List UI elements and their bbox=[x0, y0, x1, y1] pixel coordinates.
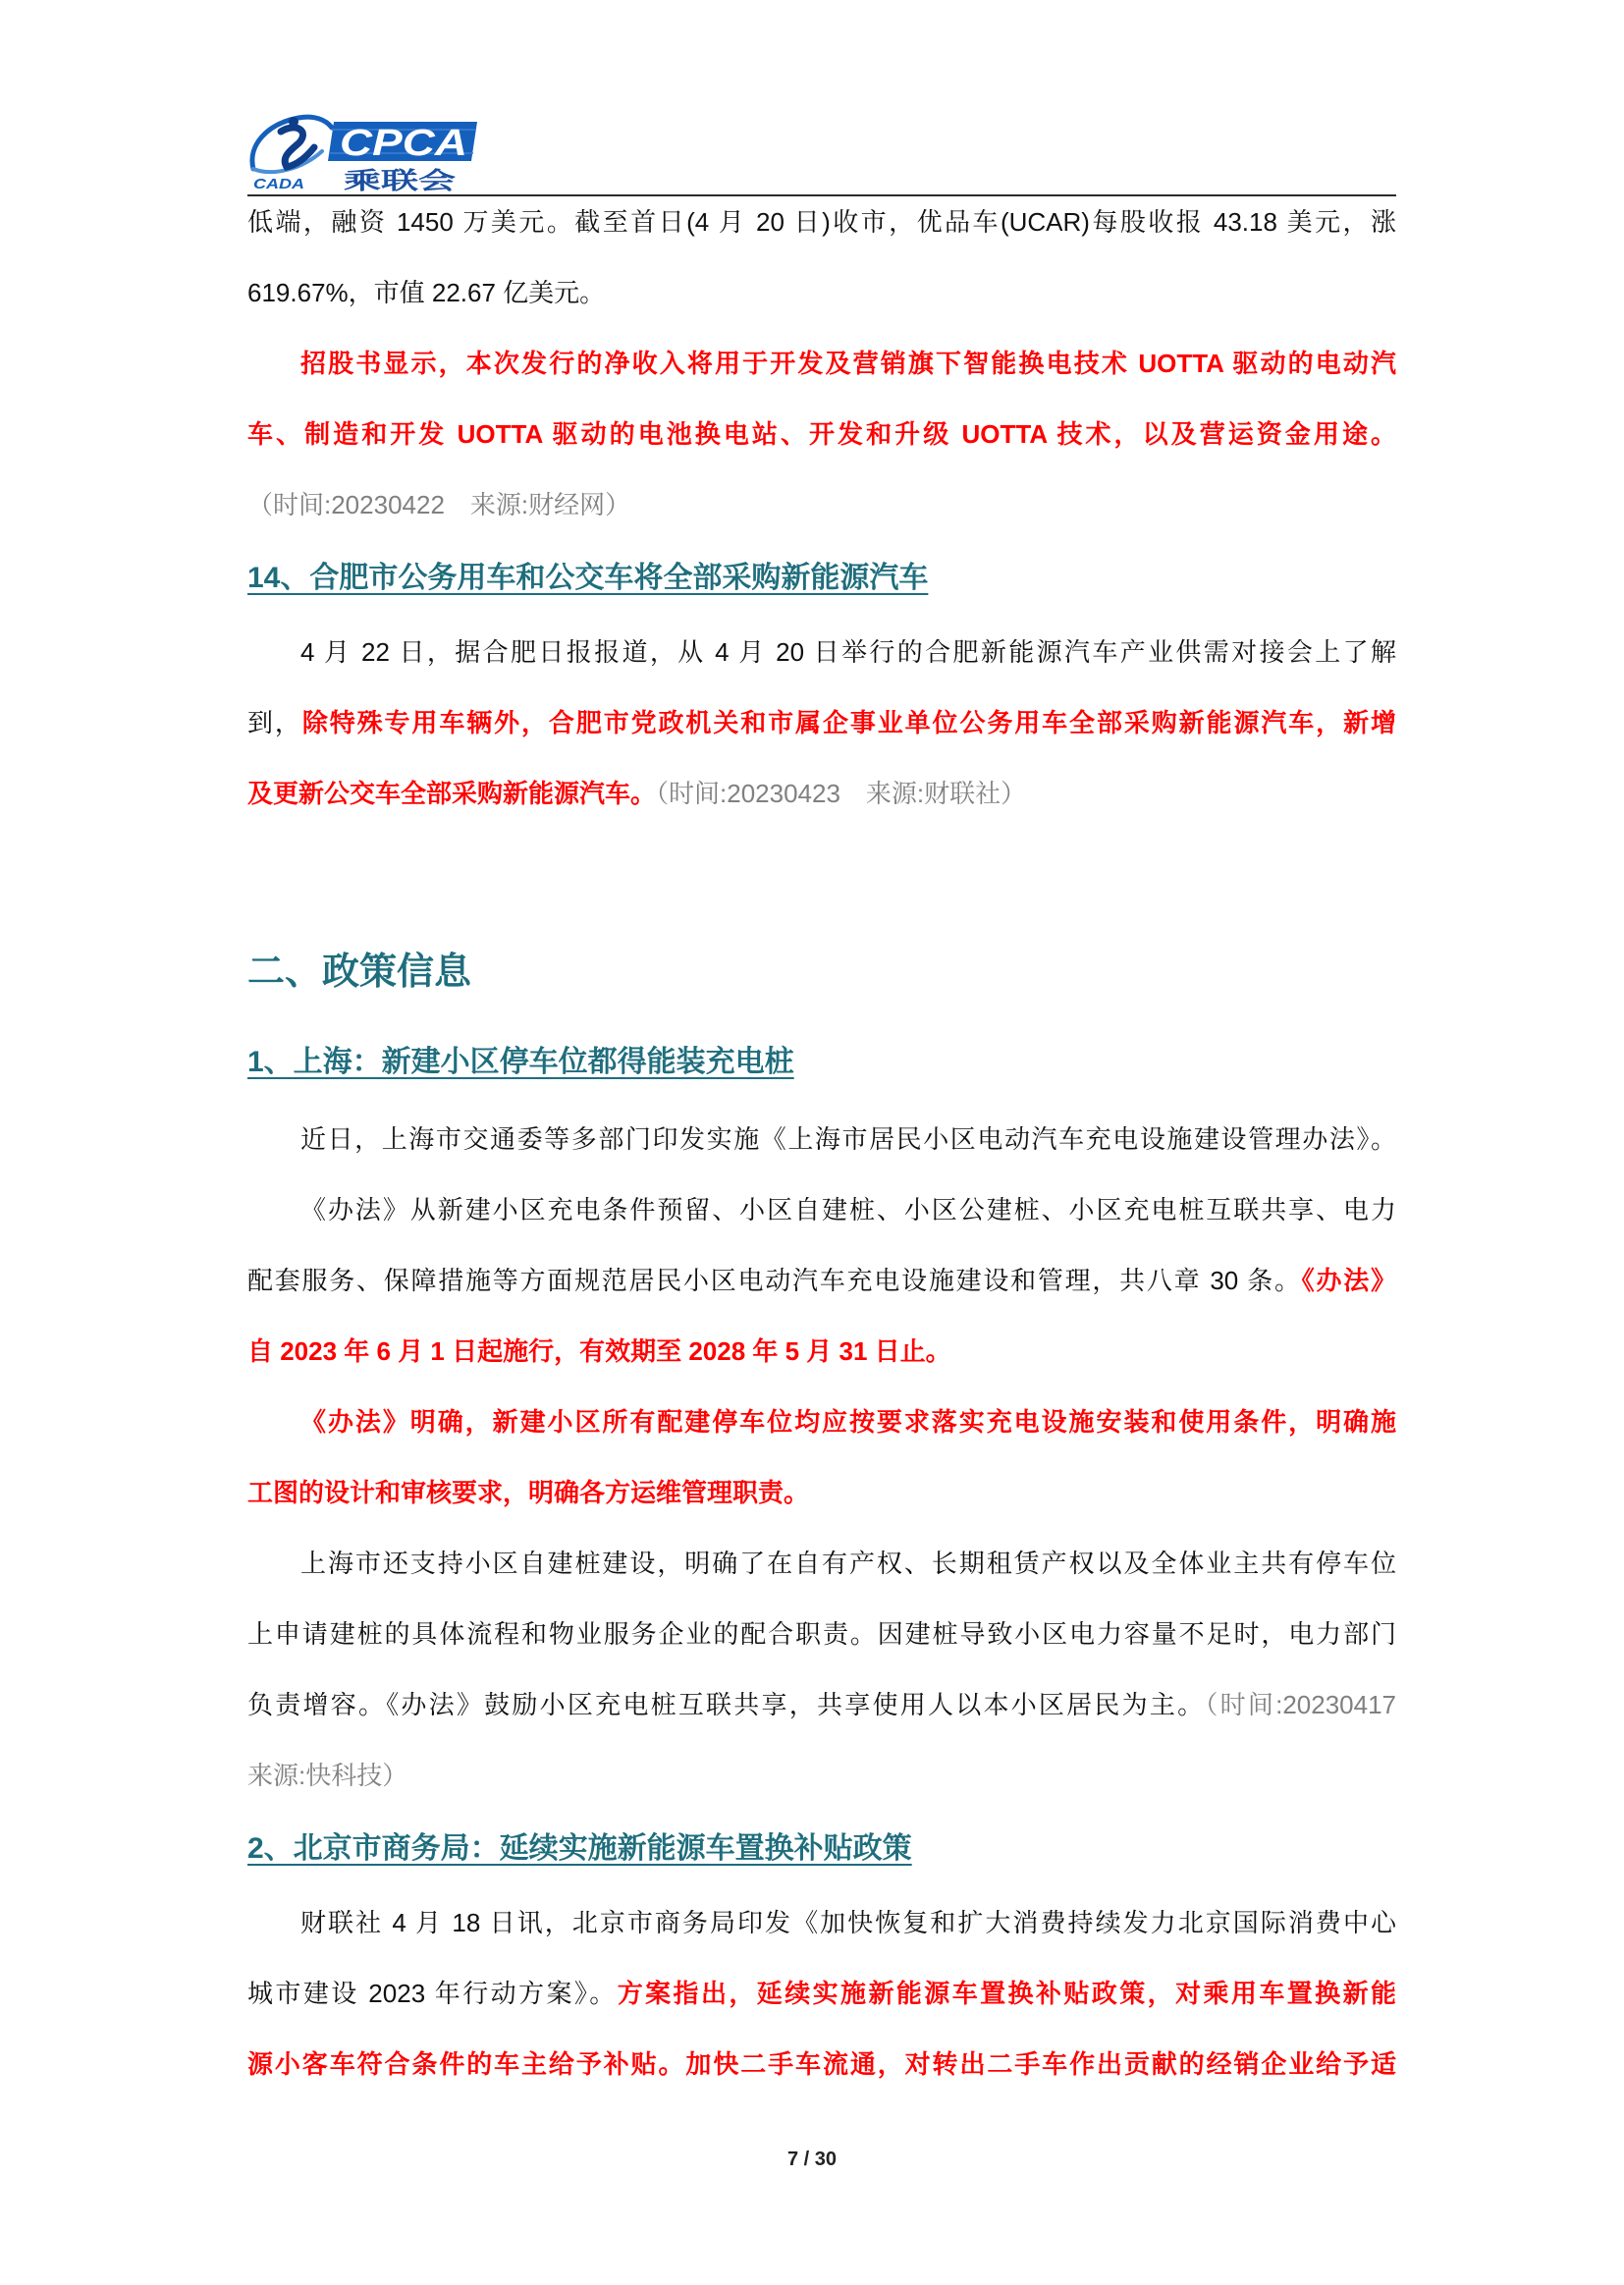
highlight-text: 方案指出，延续实施新能源车置换补贴政策，对乘用车置换新能 bbox=[617, 1979, 1396, 2008]
highlight-text: 招股书显示，本次发行的净收入将用于开发及营销旗下智能换电技术 UOTTA 驱动的电动汽 bbox=[300, 349, 1396, 378]
body-text-line bbox=[247, 1740, 1396, 1811]
highlight-text: 车、制造和开发 UOTTA 驱动的电池换电站、开发和升级 UOTTA 技术，以及营运资金用途。 bbox=[247, 419, 1396, 449]
highlight-text: 及更新公交车全部采购新能源汽车。 bbox=[247, 779, 657, 808]
body-text-line bbox=[247, 328, 1396, 399]
body-text-line bbox=[247, 1174, 1396, 1245]
policy-item-title-text: 2、北京市商务局：延续实施新能源车置换补贴政策 bbox=[247, 1832, 912, 1865]
body-text-line bbox=[247, 687, 1396, 758]
source-citation: 来源:快科技） bbox=[247, 1761, 408, 1790]
body-text: 到， bbox=[247, 708, 302, 737]
body-text: 上海市还支持小区自建桩建设，明确了在自有产权、长期租赁产权以及全体业主共有停车位 bbox=[300, 1549, 1396, 1578]
cpca-logo bbox=[247, 108, 483, 194]
source-citation: （时间:20230417 bbox=[1205, 1690, 1396, 1719]
highlight-text: 《办法》明确，新建小区所有配建停车位均应按要求落实充电设施安装和使用条件，明确施 bbox=[300, 1407, 1396, 1437]
body-text-line bbox=[247, 758, 1396, 829]
highlight-text: 工图的设计和审核要求，明确各方运维管理职责。 bbox=[247, 1478, 810, 1507]
body-text: 《办法》从新建小区充电条件预留、小区自建桩、小区公建桩、小区充电桩互联共享、电力 bbox=[300, 1195, 1396, 1224]
highlight-text: 除特殊专用车辆外，合肥市党政机关和市属企事业单位公务用车全部采购新能源汽车，新增 bbox=[301, 708, 1396, 737]
body-text-line bbox=[247, 1316, 1396, 1387]
logo-cn-text: 乘联会 bbox=[344, 168, 414, 194]
body-text-line bbox=[247, 1104, 1396, 1174]
total-pages: 30 bbox=[814, 2149, 838, 2170]
source-citation: （时间:20230422 来源:财经网） bbox=[247, 490, 631, 519]
source-citation: （时间:20230423 来源:财联社） bbox=[656, 779, 1027, 808]
policy-item-title bbox=[247, 1021, 1396, 1104]
highlight-text: 《办法》 bbox=[1301, 1266, 1396, 1295]
body-text-line bbox=[247, 617, 1396, 687]
current-page: 7 bbox=[786, 2149, 799, 2170]
body-text: 财联社 4 月 18 日讯，北京市商务局印发《加快恢复和扩大消费持续发力北京国际消费中心 bbox=[300, 1908, 1396, 1937]
body-text: 近日，上海市交通委等多部门印发实施《上海市居民小区电动汽车充电设施建设管理办法》。 bbox=[300, 1124, 1396, 1154]
section-title: 二、政策信息 bbox=[247, 952, 472, 993]
body-text: 4 月 22 日，据合肥日报报道，从 4 月 20 日举行的合肥新能源汽车产业供需对接会上了解 bbox=[300, 637, 1396, 667]
cpca-swirl-icon bbox=[252, 117, 332, 172]
highlight-text: 自 2023 年 6 月 1 日起施行，有效期至 2028 年 5 月 31 日止。 bbox=[247, 1336, 951, 1366]
body-text-line bbox=[247, 1457, 1396, 1528]
page-content bbox=[247, 187, 1396, 2099]
section-spacer bbox=[247, 829, 1396, 923]
body-text-line bbox=[247, 1528, 1396, 1599]
logo-mark-text: CADA bbox=[253, 176, 304, 192]
logo-banner-text: CPCA bbox=[340, 123, 467, 164]
body-text: 负责增容。《办法》鼓励小区充电桩互联共享，共享使用人以本小区居民为主。 bbox=[247, 1690, 1206, 1719]
body-text-line bbox=[247, 1669, 1396, 1740]
body-text-line bbox=[247, 399, 1396, 469]
body-text-line bbox=[247, 1958, 1396, 2029]
body-text: 配套服务、保障措施等方面规范居民小区电动汽车充电设施建设和管理，共八章 30 条。 bbox=[247, 1266, 1302, 1295]
body-text-line bbox=[247, 1887, 1396, 1958]
body-text-line bbox=[247, 2029, 1396, 2099]
page-number bbox=[0, 2145, 1624, 2174]
page-separator: / bbox=[803, 2149, 810, 2170]
news-item-title bbox=[247, 540, 1396, 617]
body-text-line bbox=[247, 187, 1396, 257]
policy-item-title bbox=[247, 1811, 1396, 1887]
news-item-title-text: 14、合肥市公务用车和公交车将全部采购新能源汽车 bbox=[247, 562, 929, 594]
swirl-head bbox=[289, 117, 298, 127]
highlight-text: 源小客车符合条件的车主给予补贴。加快二手车流通，对转出二手车作出贡献的经销企业给予适 bbox=[247, 2049, 1396, 2079]
body-text-line bbox=[247, 1599, 1396, 1669]
body-text-line bbox=[247, 1245, 1396, 1316]
body-text-line bbox=[247, 257, 1396, 328]
body-text: 低端，融资 1450 万美元。截至首日(4 月 20 日)收市，优品车(UCAR)每股收报 43.18 美元，涨 bbox=[247, 207, 1396, 237]
policy-item-title-text: 1、上海：新建小区停车位都得能装充电桩 bbox=[247, 1046, 794, 1078]
body-text: 城市建设 2023 年行动方案》。 bbox=[247, 1979, 618, 2008]
body-text: 上申请建桩的具体流程和物业服务企业的配合职责。因建桩导致小区电力容量不足时，电力部门 bbox=[247, 1619, 1396, 1649]
body-text-line bbox=[247, 469, 1396, 540]
body-text: 619.67%，市值 22.67 亿美元。 bbox=[247, 278, 606, 307]
body-text-line bbox=[247, 1387, 1396, 1457]
